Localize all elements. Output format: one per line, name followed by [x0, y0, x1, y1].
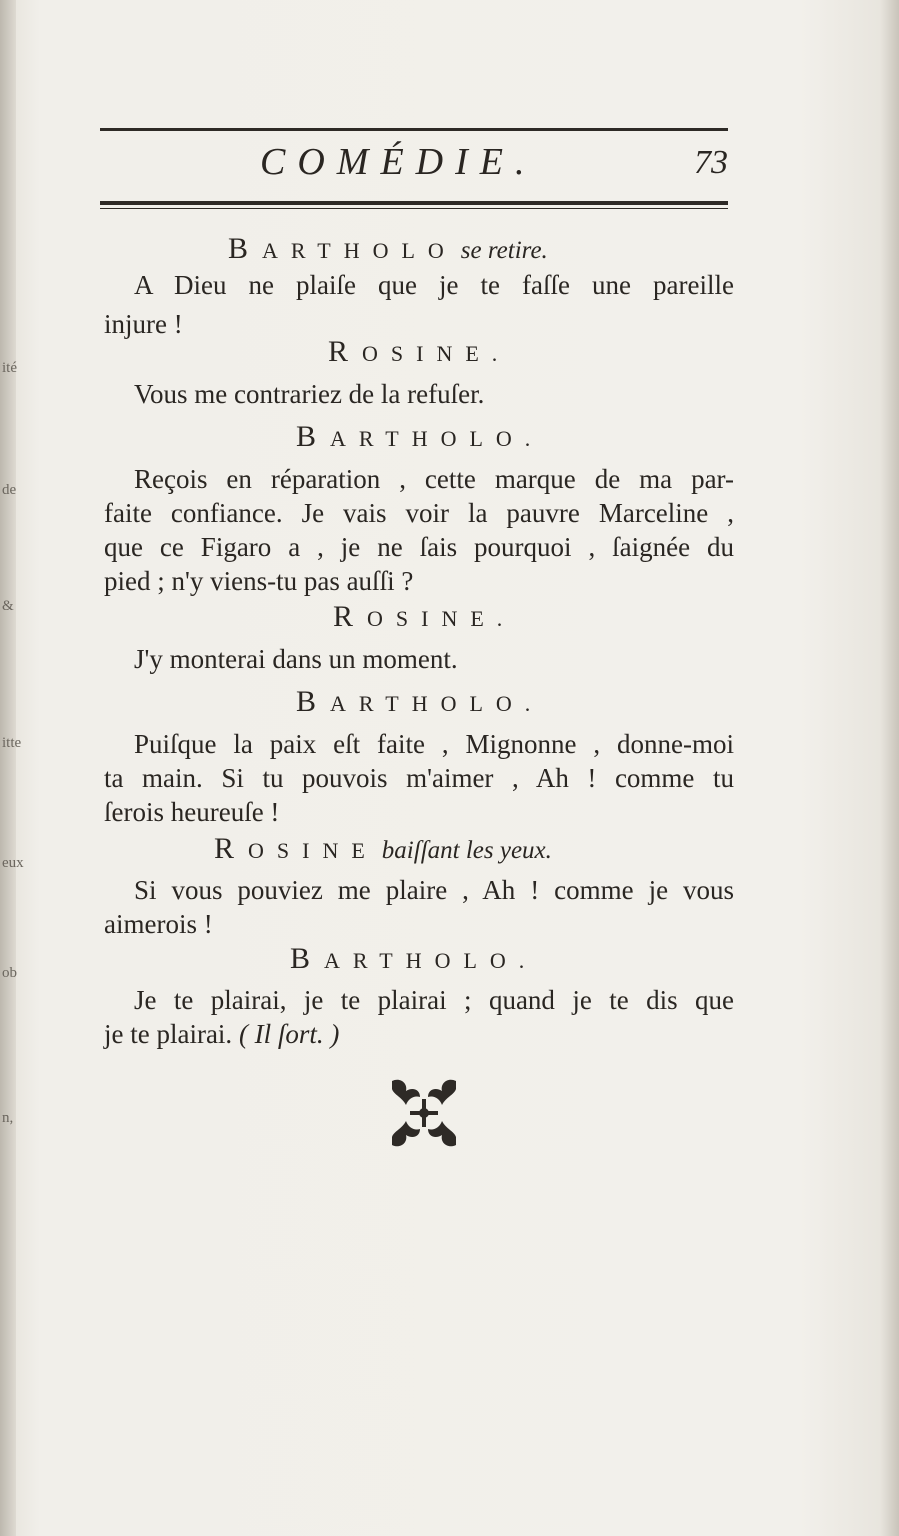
header-rule-bottom-thin: [100, 208, 728, 209]
stage-direction: baiſſant les yeux.: [381, 837, 552, 864]
speaker-heading: BARTHOLO.: [290, 942, 538, 975]
dialogue-line: faite confiance. Je vais voir la pauvre Marceline ,: [104, 498, 734, 528]
dialogue-line: que ce Figaro a , je ne ſais pourquoi , ſaignée du: [104, 532, 734, 562]
dialogue-line: J'y monterai dans un moment.: [134, 644, 458, 674]
dialogue-line: injure !: [104, 309, 183, 339]
bleed-through-text: de: [2, 482, 17, 498]
speaker-heading: BARTHOLO.: [296, 420, 544, 453]
gutter-shadow: [0, 0, 16, 1536]
dialogue-line: ta main. Si tu pouvois m'aimer , Ah ! comme tu: [104, 763, 734, 793]
page-number: 73: [694, 144, 728, 181]
speaker-heading: BARTHOLO.: [296, 685, 544, 718]
bleed-through-text: n,: [2, 1110, 14, 1126]
running-head: [100, 140, 728, 190]
bleed-through-text: &: [2, 598, 14, 614]
page-title: COMÉDIE.: [260, 141, 537, 183]
speaker-heading: ROSINE.: [333, 600, 516, 633]
dialogue-line: Puiſque la paix eſt faite , Mignonne , donne-moi: [134, 729, 734, 759]
bleed-through-text: eux: [2, 855, 24, 871]
header-rule-bottom: [100, 201, 728, 205]
bleed-through-text: ob: [2, 965, 17, 981]
stage-direction: se retire.: [460, 237, 548, 264]
dialogue-line: Vous me contrariez de la refuſer.: [134, 379, 485, 409]
header-rule-top: [100, 128, 728, 131]
speaker-heading: ROSINE baiſſant les yeux.: [214, 832, 552, 865]
dialogue-line: aimerois !: [104, 909, 213, 939]
dialogue-line: Reçois en réparation , cette marque de ma par-: [134, 464, 734, 494]
speaker-heading: ROSINE.: [328, 335, 511, 368]
dialogue-line: Si vous pouviez me plaire , Ah ! comme je vous: [134, 875, 734, 905]
dialogue-line: ſerois heureuſe !: [104, 797, 280, 827]
bleed-through-text: ité: [2, 360, 17, 376]
speaker-heading: BARTHOLO se retire.: [228, 232, 548, 265]
printer-fleuron-icon: [386, 1075, 462, 1151]
dialogue-line: pied ; n'y viens-tu pas auſſi ?: [104, 566, 414, 596]
bleed-through-text: itte: [2, 735, 22, 751]
stage-direction: ( Il ſort. ): [238, 1019, 340, 1049]
dialogue-line: Je te plairai, je te plairai ; quand je te dis que: [134, 985, 734, 1015]
dialogue-line: je te plairai. ( Il ſort. ): [104, 1019, 340, 1049]
dialogue-line: A Dieu ne plaiſe que je te faſſe une pareille: [134, 270, 734, 300]
